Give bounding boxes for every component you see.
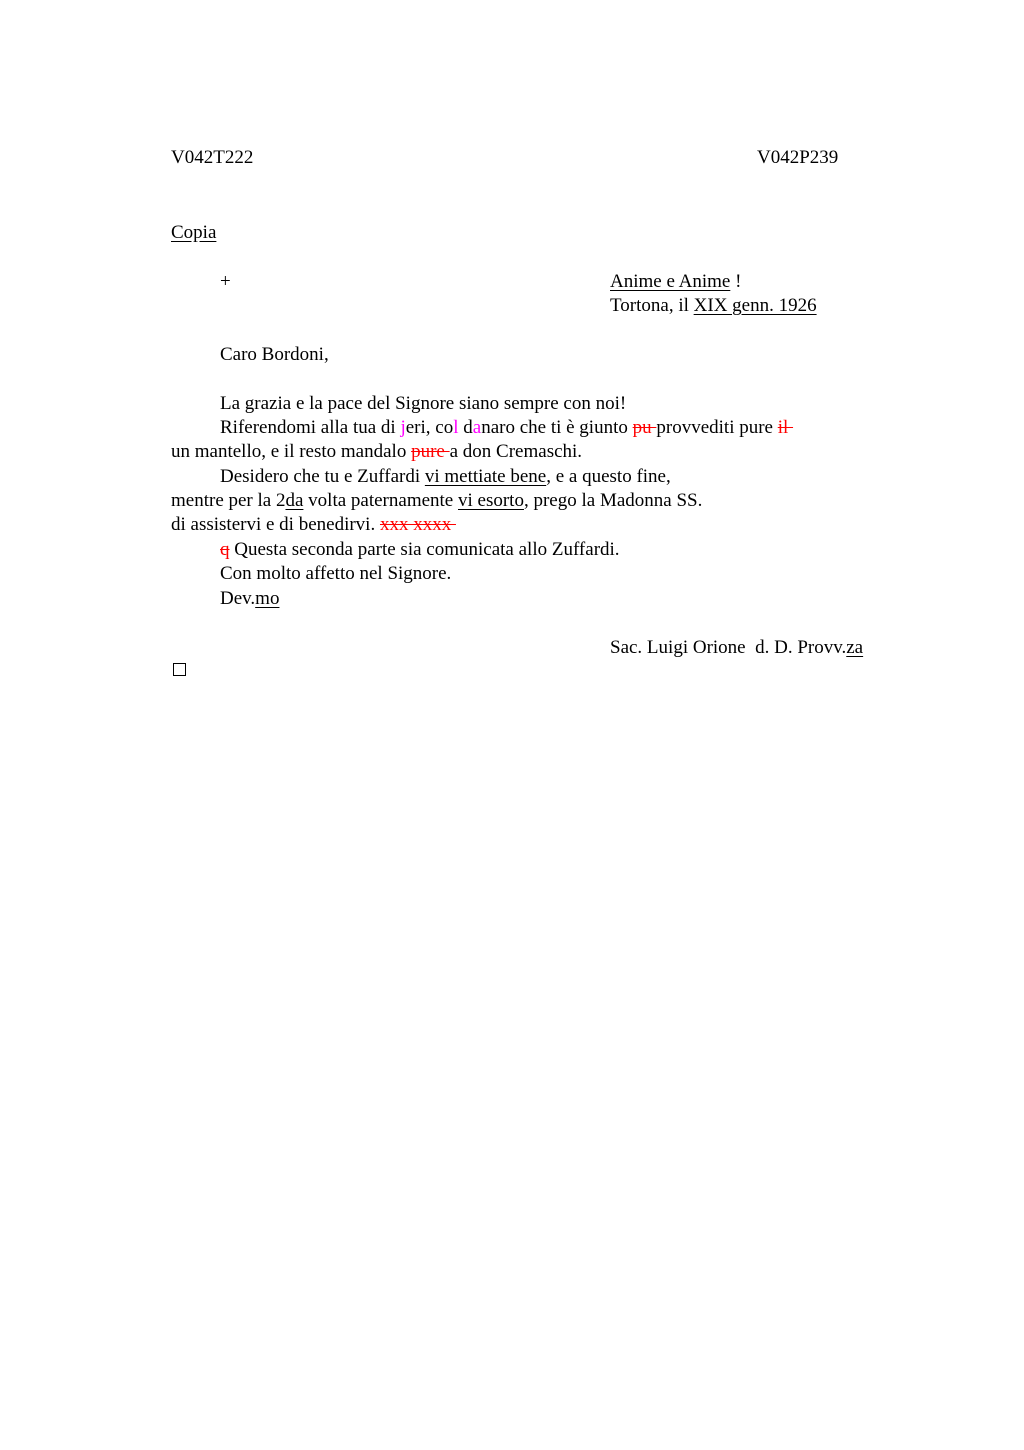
header-right-code: V042P239 — [757, 147, 839, 168]
inserted-letter: l — [453, 417, 459, 438]
underlined-text: vi mettiate bene — [424, 466, 547, 487]
date-line — [610, 294, 817, 318]
body-line-7 — [220, 538, 620, 562]
underlined-text: vi esorto — [458, 490, 524, 511]
text-span: Questa seconda parte sia comunicata allo Zuffardi. — [229, 539, 620, 560]
closing — [220, 587, 279, 611]
deleted-text: pu — [632, 417, 657, 438]
motto-line — [610, 270, 741, 294]
inserted-letter: j — [400, 417, 406, 438]
body-line-1: La grazia e la pace del Signore siano sempre con noi! — [220, 393, 627, 414]
underlined-text: mo — [255, 588, 280, 609]
deleted-text: il — [777, 417, 794, 438]
text-span: mentre per la 2 — [171, 490, 286, 511]
deleted-text: pure — [411, 441, 450, 462]
copy-label: Copia — [171, 222, 217, 243]
deleted-text: q — [220, 539, 230, 560]
text-span: Riferendomi alla tua di — [220, 417, 401, 438]
date-prefix: Tortona, il — [610, 295, 694, 316]
header-left-code: V042T222 — [171, 147, 254, 168]
text-span: eri, co — [405, 417, 454, 438]
motto-end: ! — [730, 271, 742, 292]
text-span: Desidero che tu e Zuffardi — [220, 466, 425, 487]
text-span: d — [458, 417, 473, 438]
text-span: di assistervi e di benedirvi. — [171, 514, 380, 535]
signature — [610, 636, 863, 660]
body-line-5 — [171, 489, 702, 513]
text-span: , e a questo fine, — [546, 466, 671, 487]
inserted-letter: a — [472, 417, 482, 438]
cross-symbol: + — [220, 271, 231, 292]
underlined-text: da — [285, 490, 304, 511]
date: XIX genn. 1926 — [693, 295, 817, 316]
text-span: , prego la Madonna SS. — [523, 490, 703, 511]
body-line-8: Con molto affetto nel Signore. — [220, 563, 452, 584]
square-outline-icon — [173, 663, 186, 676]
text-span: un mantello, e il resto mandalo — [171, 441, 412, 462]
body-line-2 — [220, 416, 793, 440]
text-span: provvediti pure — [656, 417, 778, 438]
text-span: Dev. — [220, 588, 256, 609]
deleted-text: xxx xxxx — [379, 514, 456, 535]
text-span: naro che ti è giunto — [481, 417, 633, 438]
body-line-3 — [171, 440, 582, 464]
body-line-6 — [171, 513, 456, 537]
salutation: Caro Bordoni, — [220, 344, 329, 365]
motto: Anime e Anime — [610, 271, 731, 292]
text-span: Sac. Luigi Orione d. D. Provv. — [610, 637, 847, 658]
body-line-4 — [220, 465, 671, 489]
underlined-text: za — [846, 637, 864, 658]
text-span: a don Cremaschi. — [449, 441, 583, 462]
text-span: volta paternamente — [303, 490, 458, 511]
